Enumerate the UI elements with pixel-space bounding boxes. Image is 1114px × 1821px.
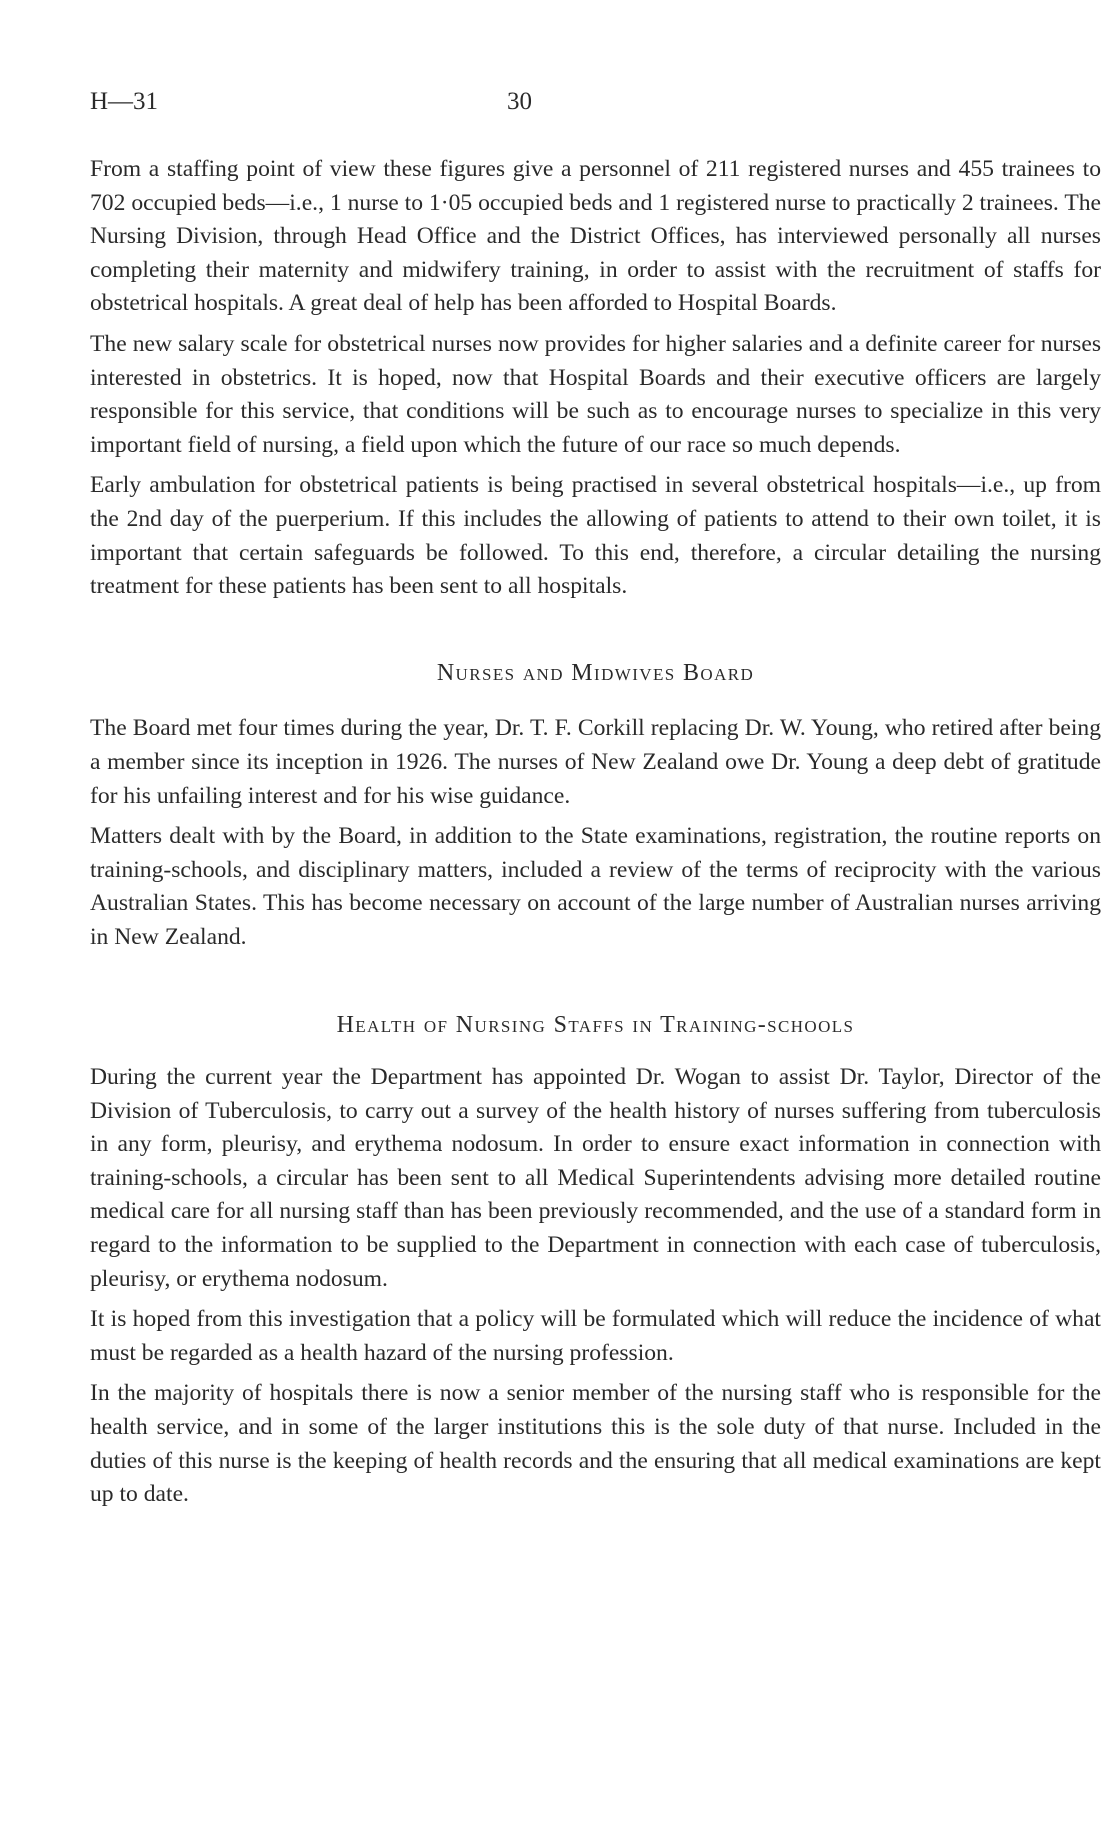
paragraph-policy-hope: It is hoped from this investigation that a policy will be formulated which will reduce the incidence of what must be regarded as a health hazard of the nursing profession. bbox=[90, 1306, 1101, 1366]
page-number: 30 bbox=[507, 88, 532, 115]
paragraph-board-matters: Matters dealt with by the Board, in addition to the State examinations, registration, the routine reports on training-schools, and disciplinary matters, included a review of the terms of reciprocity with the various Australian States. This has become necessary on account of the large number of Australian nurses arriving in New Zealand. bbox=[90, 823, 1101, 950]
paragraph-health-service: In the majority of hospitals there is now a senior member of the nursing staff who is responsible for the health service, and in some of the larger institutions this is the sole duty of that nurse. Included in the duties of this nurse is the keeping of health records and the ensuring that all medical examinations are kept up to date. bbox=[90, 1380, 1101, 1508]
page-header bbox=[90, 88, 1030, 118]
paragraph-board-meetings: The Board met four times during the year, Dr. T. F. Corkill replacing Dr. W. Young, who retired after being a member since its inception in 1926. The nurses of New Zealand owe Dr. Young a deep debt of gratitude for his unfailing interest and for his wise guidance. bbox=[90, 715, 1101, 809]
document-body bbox=[90, 153, 1101, 1519]
section-heading-nurses-midwives-board: Nurses and Midwives Board bbox=[436, 659, 755, 686]
page-reference: H—31 bbox=[90, 88, 159, 115]
paragraph-staffing: From a staffing point of view these figures give a personnel of 211 registered nurses and 455 trainees to 702 occupied beds—i.e., 1 nurse to 1·05 occupied beds and 1 registered nurse to practically 2 trainees. The Nursing Division, through Head Office and the District Offices, has interviewed personally all nurses completing their maternity and midwifery training, in order to assist with the recruitment of staffs for obstetrical hospitals. A great deal of help has been afforded to Hospital Boards. bbox=[90, 156, 1101, 317]
paragraph-early-ambulation: Early ambulation for obstetrical patients is being practised in several obstetrical hospitals—i.e., up from the 2nd day of the puerperium. If this includes the allowing of patients to attend to their own toilet, it is important that certain safeguards be followed. To this end, therefore, a circular detailing the nursing treatment for these patients has been sent to all hospitals. bbox=[90, 472, 1101, 600]
paragraph-salary-scale: The new salary scale for obstetrical nurses now provides for higher salaries and a definite career for nurses interested in obstetrics. It is hoped, now that Hospital Boards and their executive officers are largely responsible for this service, that conditions will be such as to encourage nurses to specialize in this very important field of nursing, a field upon which the future of our race so much depends. bbox=[90, 330, 1101, 458]
paragraph-tuberculosis-survey: During the current year the Department has appointed Dr. Wogan to assist Dr. Taylor, Director of the Division of Tuberculosis, to carry out a survey of the health history of nurses suffering from tuberculosis in any form, pleurisy, and erythema nodosum. In order to ensure exact information in connection with training-schools, a circular has been sent to all Medical Superintendents advising more detailed routine medical care for all nursing staff than has been previously recommended, and the use of a standard form in regard to the information to be supplied to the Department in connection with each case of tuberculosis, pleurisy, or erythema nodosum. bbox=[90, 1064, 1101, 1292]
section-heading-health-nursing-staffs: Health of Nursing Staffs in Training-schools bbox=[336, 1012, 855, 1039]
